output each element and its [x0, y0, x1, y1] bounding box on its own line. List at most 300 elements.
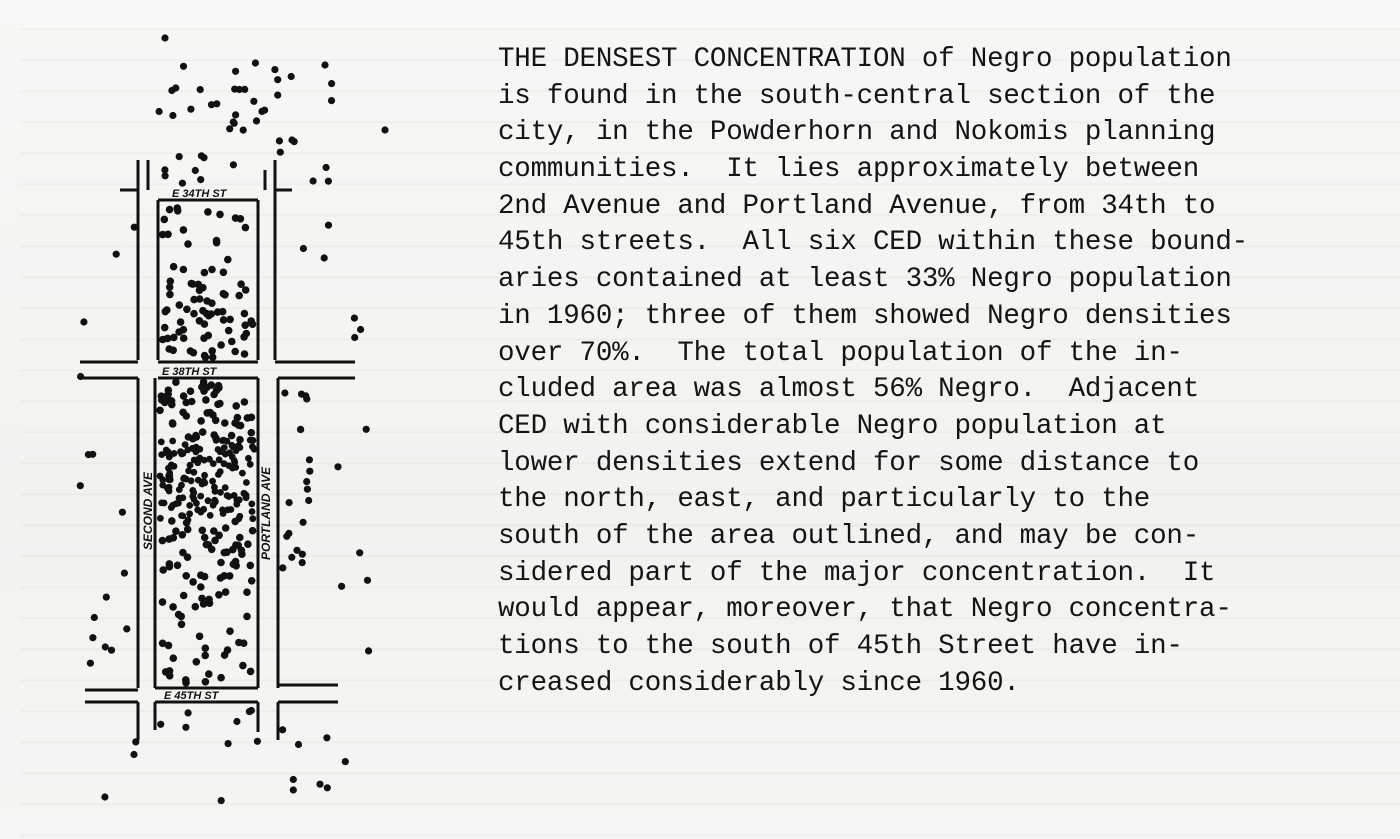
population-dot	[218, 797, 225, 804]
population-dot	[236, 86, 243, 93]
population-dot	[243, 479, 250, 486]
population-dot	[297, 426, 304, 433]
population-dot	[232, 68, 239, 75]
population-dot	[200, 378, 208, 386]
population-dot	[197, 493, 204, 500]
population-dot	[248, 577, 256, 585]
population-dot	[199, 307, 207, 315]
text-line: communities. It lies approximately between	[498, 154, 1200, 186]
population-dot	[161, 34, 168, 41]
text-line: tions to the south of 45th Street have in-	[498, 631, 1183, 662]
population-dot	[205, 497, 212, 504]
text-line: sidered part of the major concentration. It	[498, 557, 1216, 589]
population-dot	[351, 334, 358, 341]
population-dot	[165, 535, 173, 543]
population-dot	[229, 465, 236, 472]
population-dot	[235, 292, 243, 300]
population-dot	[295, 741, 302, 748]
population-dot	[286, 499, 293, 506]
population-dot	[212, 417, 220, 425]
population-dot	[182, 572, 190, 580]
population-dot	[121, 570, 128, 577]
population-dot	[169, 502, 176, 509]
population-dot	[205, 312, 213, 320]
population-dot	[182, 724, 189, 731]
text-line: THE DENSEST CONCENTRATION of Negro population	[498, 44, 1232, 75]
population-dot	[334, 463, 341, 470]
population-dot	[279, 726, 286, 733]
population-dot	[201, 479, 208, 486]
population-dot	[221, 444, 228, 451]
population-dot	[300, 245, 307, 252]
population-dot	[201, 573, 209, 581]
population-dot	[325, 222, 332, 229]
population-dot	[234, 414, 242, 422]
text-line: the north, east, and particularly to the	[498, 484, 1151, 516]
population-dot	[356, 549, 363, 556]
population-dot	[130, 751, 137, 758]
population-dot	[208, 546, 216, 554]
population-dot	[176, 153, 183, 160]
population-dot	[91, 614, 98, 621]
population-dot	[170, 334, 178, 342]
population-dot	[220, 437, 227, 444]
population-dot	[237, 422, 245, 430]
population-dot	[195, 281, 203, 289]
population-dot	[180, 475, 187, 482]
population-dot	[232, 111, 239, 118]
population-dot	[123, 625, 130, 632]
population-dot	[193, 500, 200, 507]
population-dot	[245, 455, 252, 462]
population-dot	[323, 734, 330, 741]
population-dot	[243, 613, 251, 621]
population-dot	[179, 494, 186, 501]
population-dot	[325, 178, 332, 185]
population-dot	[201, 472, 208, 479]
population-dot	[190, 296, 198, 304]
population-dot	[288, 73, 295, 80]
population-dot	[205, 332, 213, 340]
population-dot	[243, 494, 250, 501]
population-dot	[185, 433, 193, 441]
text-line: 45th streets. All six CED within these bound-	[498, 227, 1248, 259]
population-dot	[248, 429, 256, 437]
population-dot	[187, 347, 195, 355]
population-dot	[77, 482, 84, 489]
population-dot	[182, 679, 190, 687]
label-e-45th-st: E 45TH ST	[164, 690, 219, 702]
population-dot	[168, 517, 176, 525]
population-dot	[357, 326, 364, 333]
population-dot	[240, 639, 248, 647]
population-dot	[174, 204, 182, 212]
population-dot	[222, 524, 230, 532]
population-dot	[179, 180, 186, 187]
population-dot	[316, 781, 323, 788]
population-dot	[85, 451, 92, 458]
population-dot	[211, 497, 218, 504]
population-dot	[162, 172, 169, 179]
population-dot	[165, 476, 172, 483]
population-dot	[247, 461, 254, 468]
population-dot	[225, 740, 232, 747]
population-dot	[226, 572, 234, 580]
text-line: is found in the south-central section of the	[498, 80, 1216, 112]
population-dot	[276, 137, 283, 144]
population-dot	[201, 534, 209, 542]
population-dot	[202, 396, 210, 404]
population-dot	[178, 512, 185, 519]
population-dot	[159, 598, 167, 606]
population-dot	[159, 640, 167, 648]
population-dot	[193, 658, 201, 666]
population-dot	[364, 577, 371, 584]
population-dot	[248, 414, 256, 422]
population-dot	[249, 443, 256, 450]
population-dot	[249, 527, 257, 535]
population-dot	[177, 318, 185, 326]
population-dot	[226, 316, 234, 324]
population-dot	[253, 117, 260, 124]
population-dot	[169, 419, 177, 427]
population-dot	[166, 291, 174, 299]
population-dot	[199, 428, 207, 436]
population-dot	[300, 519, 307, 526]
population-dot	[241, 310, 249, 318]
population-dot	[197, 86, 204, 93]
population-dot	[241, 350, 249, 358]
population-dot	[168, 451, 175, 458]
text-line: in 1960; three of them showed Negro densities	[498, 300, 1232, 332]
population-dot	[200, 600, 208, 608]
population-dot	[186, 510, 193, 517]
population-dot	[201, 652, 209, 660]
population-dot	[203, 409, 211, 417]
label-second-ave: SECOND AVE	[141, 471, 155, 550]
population-dot	[204, 208, 212, 216]
population-dot	[288, 554, 295, 561]
population-dot	[240, 333, 248, 341]
population-dot	[217, 468, 224, 475]
population-dot	[184, 526, 192, 534]
population-dot	[305, 497, 312, 504]
body-paragraph	[498, 42, 1378, 702]
population-dot	[161, 324, 169, 332]
population-dot	[185, 709, 192, 716]
population-dot	[175, 611, 183, 619]
population-dot	[217, 559, 225, 567]
population-dot	[214, 308, 222, 316]
population-dot	[247, 668, 255, 676]
population-dot	[159, 566, 167, 574]
population-dot	[180, 266, 188, 274]
population-dot	[80, 318, 87, 325]
population-dot	[205, 670, 213, 678]
population-dot	[180, 326, 188, 334]
population-dot	[196, 446, 203, 453]
population-dot	[342, 758, 349, 765]
population-dot	[159, 537, 167, 545]
population-dot	[235, 442, 242, 449]
population-dot	[183, 519, 191, 527]
population-dot	[102, 643, 109, 650]
population-dot	[219, 507, 226, 514]
population-dot	[365, 647, 372, 654]
population-dot	[209, 353, 217, 361]
population-dot	[302, 392, 309, 399]
population-dot	[237, 280, 245, 288]
population-dot	[213, 239, 221, 247]
population-dot	[323, 164, 330, 171]
population-dot	[230, 161, 237, 168]
population-dot	[239, 470, 246, 477]
population-dot	[328, 97, 335, 104]
population-dot	[216, 211, 224, 219]
population-dot	[213, 437, 220, 444]
population-dot	[232, 402, 240, 410]
population-dot	[197, 417, 205, 425]
population-dot	[161, 216, 169, 224]
population-dot	[179, 549, 187, 557]
population-dot	[215, 591, 223, 599]
population-dot	[180, 392, 188, 400]
population-dot	[250, 437, 257, 444]
dot-density-map	[60, 20, 460, 830]
population-dot	[172, 378, 180, 386]
population-dot	[197, 176, 204, 183]
population-dot	[201, 320, 209, 328]
population-dot	[208, 266, 216, 274]
population-dot	[243, 588, 251, 596]
population-dot	[179, 531, 187, 539]
population-dot	[217, 674, 225, 682]
population-dot	[217, 341, 225, 349]
population-dot	[166, 206, 174, 214]
label-e-38th-st: E 38TH ST	[162, 366, 217, 378]
population-dot	[213, 387, 221, 395]
population-dot	[221, 419, 229, 427]
population-dot	[363, 426, 370, 433]
population-dot	[169, 603, 177, 611]
population-dot	[207, 512, 214, 519]
population-dot	[176, 486, 183, 493]
population-dot	[165, 386, 173, 394]
population-dot	[221, 291, 229, 299]
population-dot	[172, 527, 180, 535]
population-dot	[261, 107, 268, 114]
population-dot	[187, 387, 195, 395]
population-dot	[283, 533, 290, 540]
population-dot	[198, 509, 205, 516]
population-dot	[229, 546, 237, 554]
text-line: CED with considerable Negro population at	[498, 410, 1167, 442]
population-dot	[225, 327, 233, 335]
population-dot	[228, 338, 236, 346]
population-dot	[338, 583, 345, 590]
population-dot	[230, 560, 238, 568]
population-dot	[321, 254, 328, 261]
population-dot	[231, 459, 238, 466]
text-line: aries contained at least 33% Negro population	[498, 264, 1232, 296]
population-dot	[249, 515, 256, 522]
population-dot	[228, 432, 236, 440]
population-dot	[242, 224, 250, 232]
population-dot	[290, 776, 297, 783]
population-dot	[248, 707, 255, 714]
population-dot	[274, 92, 281, 99]
population-dot	[230, 118, 237, 125]
population-dot	[324, 784, 331, 791]
population-dot	[226, 449, 233, 456]
population-dot	[183, 306, 191, 314]
population-dot	[321, 61, 328, 68]
population-dot	[209, 478, 216, 485]
population-dot	[166, 672, 174, 680]
population-dot	[169, 438, 176, 445]
population-dot	[157, 515, 164, 522]
population-dot	[252, 59, 259, 66]
population-dot	[328, 80, 335, 87]
population-dot	[231, 518, 239, 526]
population-dot	[195, 477, 202, 484]
population-dot	[191, 469, 198, 476]
population-dot	[222, 588, 230, 596]
population-dot	[113, 251, 120, 258]
population-dot	[247, 562, 255, 570]
population-dot	[192, 167, 199, 174]
population-dot	[221, 460, 228, 467]
population-dot	[201, 269, 209, 277]
population-dot	[306, 468, 313, 475]
population-dot	[208, 101, 215, 108]
population-dot	[304, 486, 311, 493]
population-dot	[210, 460, 217, 467]
population-dot	[215, 532, 223, 540]
population-dot	[216, 400, 224, 408]
population-dot	[299, 551, 306, 558]
text-line: would appear, moreover, that Negro concentra-	[498, 594, 1232, 626]
population-dot	[197, 583, 205, 591]
population-dot	[103, 594, 110, 601]
population-dot	[221, 651, 229, 659]
population-dot	[180, 592, 188, 600]
population-dot	[77, 373, 84, 380]
population-dot	[187, 106, 194, 113]
population-dot	[190, 310, 198, 318]
population-dot	[168, 462, 175, 469]
population-dot	[231, 348, 239, 356]
text-line: city, in the Powderhorn and Nokomis planning	[498, 117, 1216, 149]
population-dot	[226, 125, 233, 132]
population-dot	[240, 127, 247, 134]
population-dot	[351, 315, 358, 322]
population-dot	[164, 231, 172, 239]
population-dot	[249, 508, 256, 515]
population-dot	[241, 398, 249, 406]
population-dot	[132, 738, 139, 745]
text-line: over 70%. The total population of the in-	[498, 337, 1183, 369]
population-dot	[310, 177, 317, 184]
text-line: south of the area outlined, and may be con-	[498, 520, 1200, 552]
population-dot	[192, 603, 200, 611]
population-dot	[188, 477, 195, 484]
population-dot	[89, 634, 96, 641]
population-dot	[241, 321, 249, 329]
population-dot	[184, 447, 191, 454]
population-dot	[166, 488, 173, 495]
population-dot	[169, 347, 177, 355]
population-dot	[131, 224, 138, 231]
population-dot	[189, 578, 197, 586]
population-dot	[202, 354, 210, 362]
population-dot	[290, 786, 297, 793]
population-dot	[248, 501, 255, 508]
population-dot	[221, 549, 229, 557]
population-dot	[162, 393, 170, 401]
population-dot	[119, 509, 126, 516]
population-dot	[101, 793, 108, 800]
population-dot	[180, 63, 187, 70]
population-dot	[180, 334, 188, 342]
text-line: lower densities extend for some distance to	[498, 447, 1200, 479]
population-dot	[279, 564, 286, 571]
population-dot	[202, 678, 210, 686]
population-dot	[186, 502, 193, 509]
population-dot	[194, 458, 201, 465]
population-dot	[166, 283, 174, 291]
population-dot	[184, 240, 192, 248]
text-line: creased considerably since 1960.	[498, 667, 1020, 699]
population-dot	[281, 389, 288, 396]
population-dot	[87, 660, 94, 667]
label-e-34th-st: E 34TH ST	[172, 188, 227, 200]
population-dot	[178, 621, 186, 629]
population-dot	[239, 662, 247, 670]
population-dot	[274, 76, 281, 83]
population-dot	[161, 500, 168, 507]
population-dot	[158, 439, 165, 446]
population-dot	[220, 316, 228, 324]
population-dot	[254, 738, 261, 745]
population-dot	[172, 84, 179, 91]
population-dot	[226, 627, 234, 635]
population-dot	[199, 527, 207, 535]
population-dot	[381, 126, 388, 133]
population-dot	[303, 478, 310, 485]
population-dot	[208, 299, 216, 307]
population-dot	[271, 66, 278, 73]
population-dot	[233, 718, 240, 725]
population-dot	[169, 112, 176, 119]
population-dot	[224, 256, 232, 264]
population-dot	[198, 152, 205, 159]
population-dot	[177, 448, 184, 455]
population-dot	[157, 721, 164, 728]
label-portland-ave: PORTLAND AVE	[259, 466, 273, 560]
population-dot	[277, 149, 284, 156]
population-dot	[306, 456, 313, 463]
population-dot	[244, 540, 252, 548]
text-line: 2nd Avenue and Portland Avenue, from 34th to	[498, 190, 1216, 222]
population-dot	[156, 108, 163, 115]
text-line: cluded area was almost 56% Negro. Adjacent	[498, 374, 1200, 406]
population-dot	[212, 488, 219, 495]
population-dot	[226, 493, 233, 500]
population-dot	[180, 226, 188, 234]
population-dot	[162, 308, 170, 316]
population-dot	[202, 644, 210, 652]
